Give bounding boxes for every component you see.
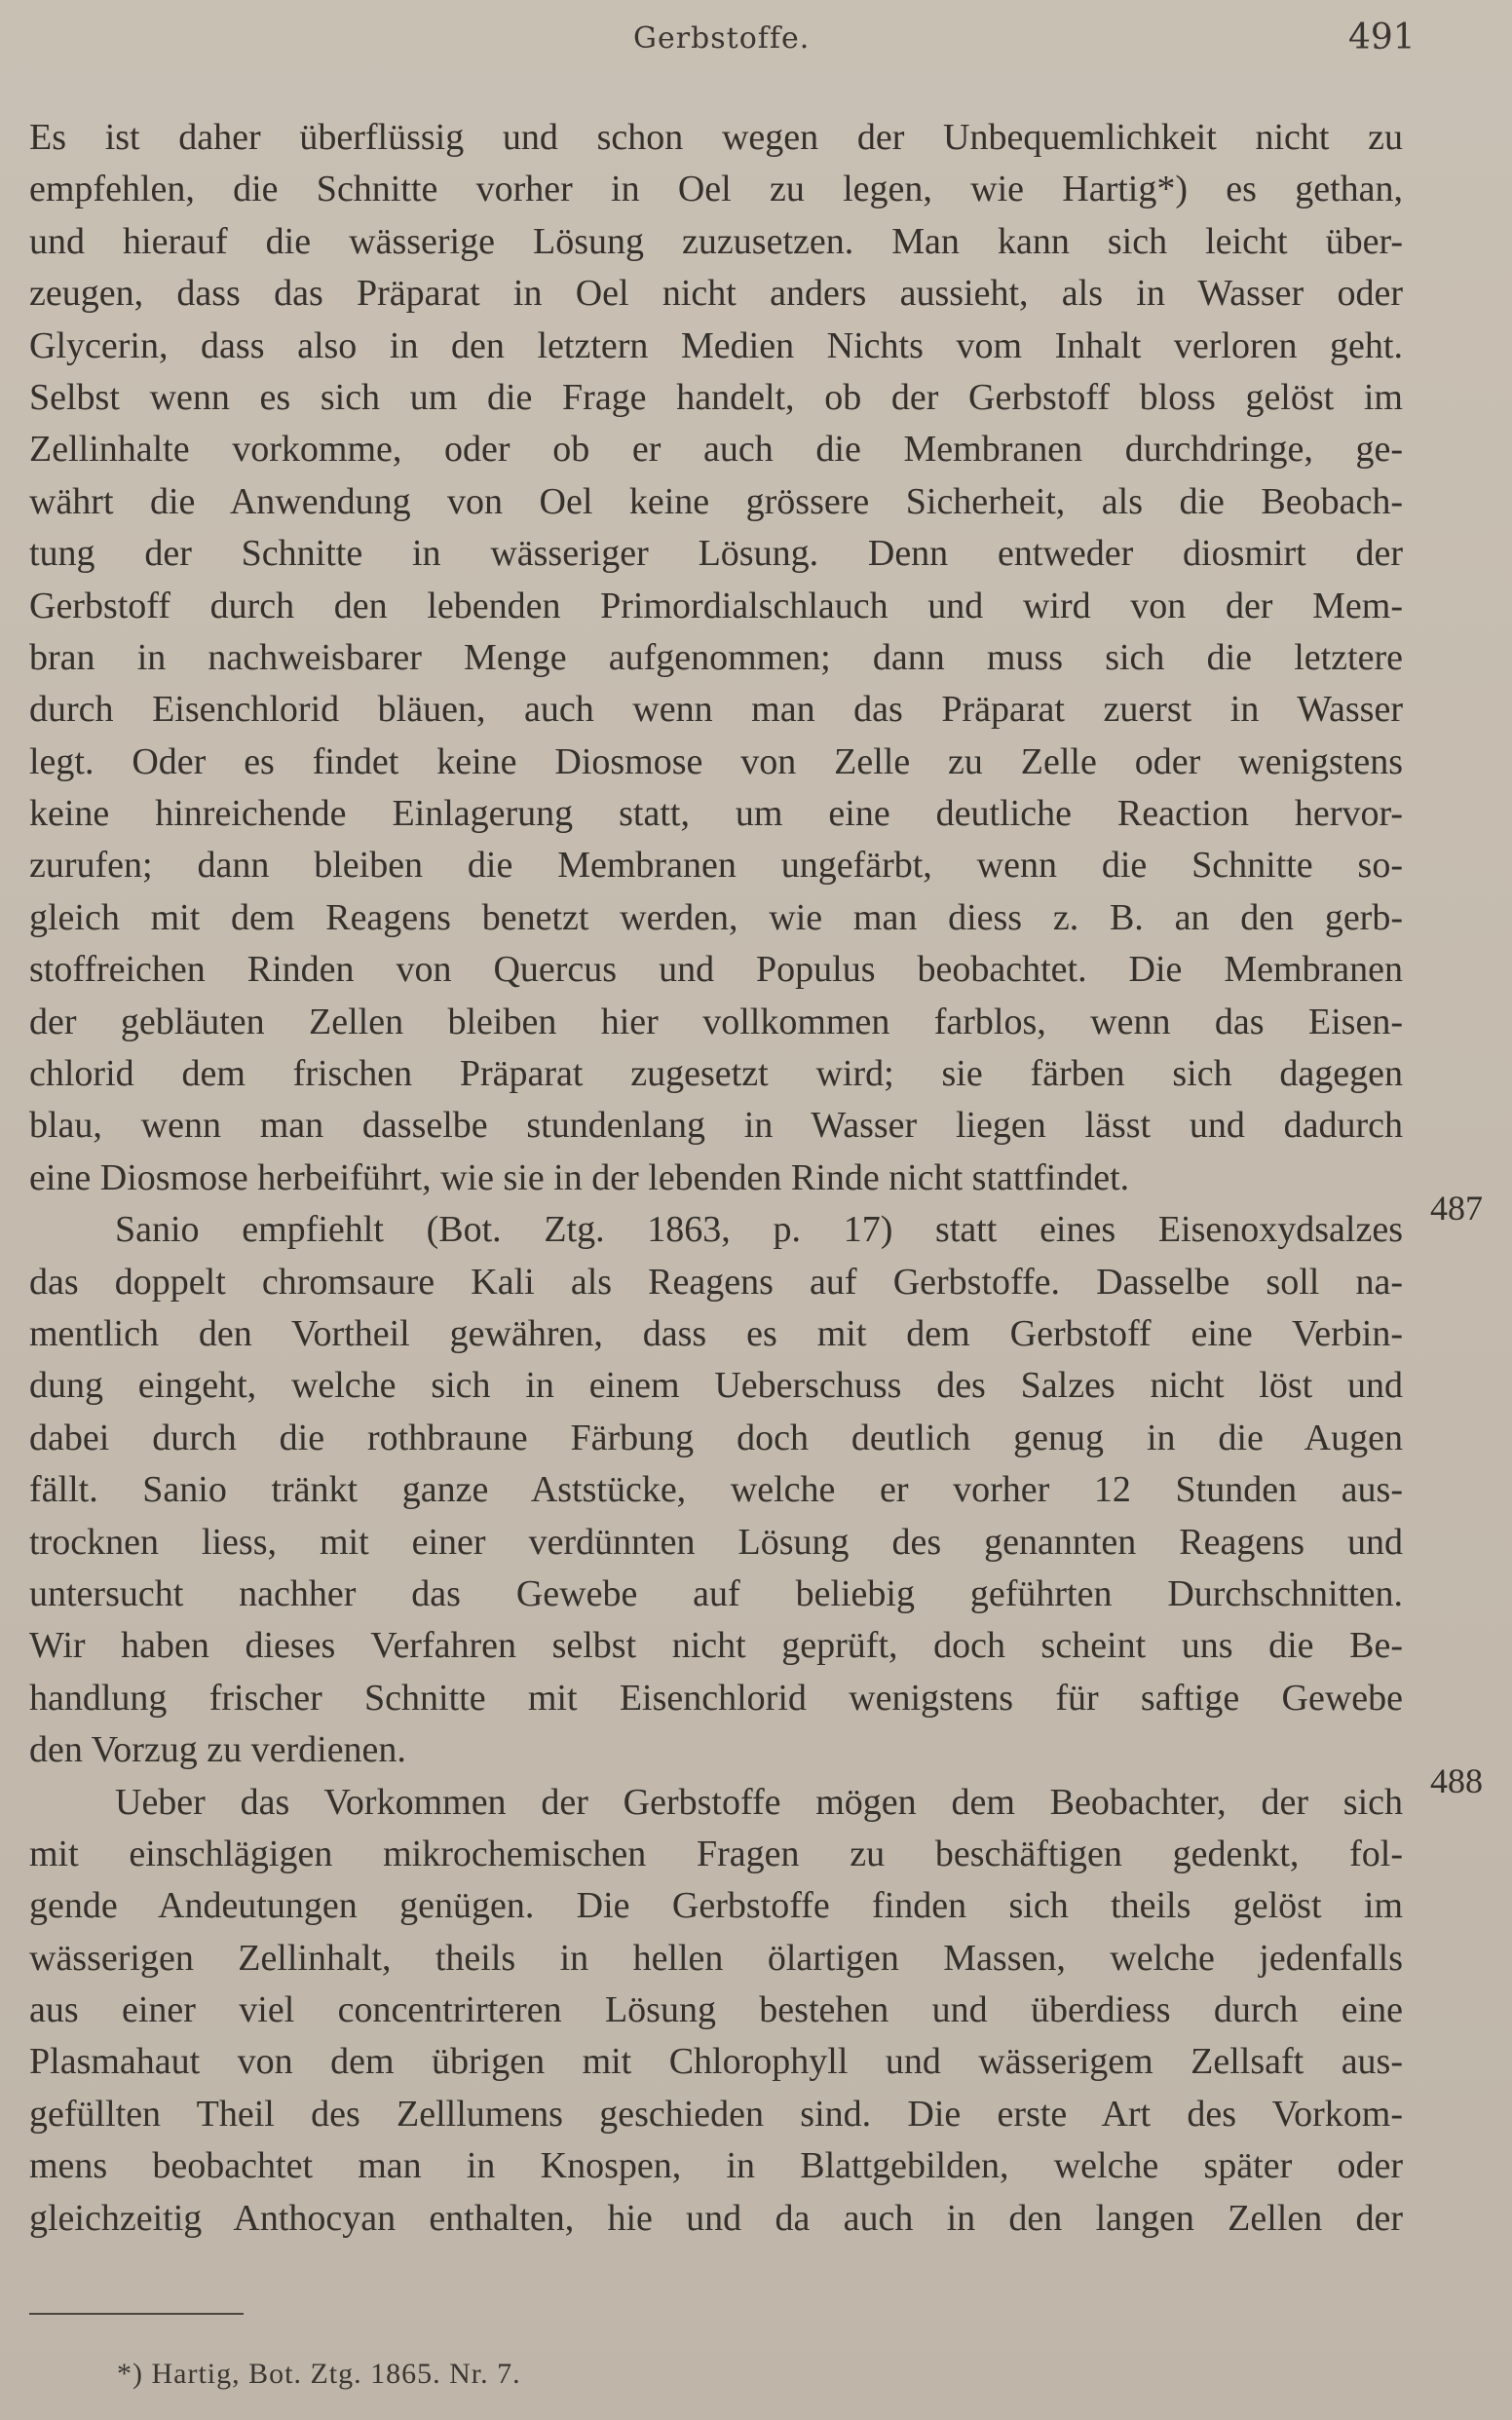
text-line: trocknen liess, mit einer verdünnten Lösung des genannten Reagens und xyxy=(29,1521,1403,1563)
text-line: zurufen; dann bleiben die Membranen ungefärbt, wenn die Schnitte so- xyxy=(29,845,1403,887)
text-line: gleich mit dem Reagens benetzt werden, wie man diess z. B. an den gerb- xyxy=(29,896,1403,938)
page-number: 491 xyxy=(1348,18,1416,57)
text-line: mens beobachtet man in Knospen, in Blattgebilden, welche später oder xyxy=(29,2145,1403,2187)
text-line: und hierauf die wässerige Lösung zuzusetzen. Man kann sich leicht über- xyxy=(29,220,1403,262)
text-line: der gebläuten Zellen bleiben hier vollkommen farblos, wenn das Eisen- xyxy=(29,1001,1403,1042)
text-line: fällt. Sanio tränkt ganze Aststücke, welche er vorher 12 Stunden aus- xyxy=(29,1469,1403,1511)
text-line: währt die Anwendung von Oel keine grössere Sicherheit, als die Beobach- xyxy=(29,480,1403,522)
text-line: legt. Oder es findet keine Diosmose von Zelle zu Zelle oder wenigstens xyxy=(29,740,1403,782)
text-line: handlung frischer Schnitte mit Eisenchlorid wenigstens für saftige Gewebe xyxy=(29,1677,1403,1719)
running-head: Gerbstoffe. xyxy=(633,21,811,56)
text-line: Selbst wenn es sich um die Frage handelt, ob der Gerbstoff bloss gelöst im xyxy=(29,376,1403,418)
text-line: eine Diosmose herbeiführt, wie sie in der lebenden Rinde nicht stattfindet. xyxy=(29,1156,1130,1198)
text-line: untersucht nachher das Gewebe auf beliebig geführten Durchschnitten. xyxy=(29,1572,1403,1614)
text-line: Es ist daher überflüssig und schon wegen der Unbequemlichkeit nicht zu xyxy=(29,117,1403,158)
text-line: Zellinhalte vorkomme, oder ob er auch die Membranen durchdringe, ge- xyxy=(29,429,1403,471)
text-line: mentlich den Vortheil gewähren, dass es mit dem Gerbstoff eine Verbin- xyxy=(29,1312,1403,1354)
paragraph-start-line: Ueber das Vorkommen der Gerbstoffe mögen dem Beobachter, der sich xyxy=(115,1781,1403,1823)
footnote: *) Hartig, Bot. Ztg. 1865. Nr. 7. xyxy=(117,2358,521,2390)
text-line: wässerigen Zellinhalt, theils in hellen ölartigen Massen, welche jedenfalls xyxy=(29,1937,1403,1979)
text-line: gleichzeitig Anthocyan enthalten, hie und da auch in den langen Zellen der xyxy=(29,2197,1403,2239)
text-line: mit einschlägigen mikrochemischen Fragen zu beschäftigen gedenkt, fol- xyxy=(29,1833,1403,1874)
text-line: bran in nachweisbarer Menge aufgenommen; dann muss sich die letztere xyxy=(29,636,1403,678)
paragraph-start-line: Sanio empfiehlt (Bot. Ztg. 1863, p. 17) statt eines Eisenoxydsalzes xyxy=(115,1209,1403,1251)
body-text xyxy=(29,112,1403,2245)
text-line: chlorid dem frischen Präparat zugesetzt wird; sie färben sich dagegen xyxy=(29,1053,1403,1095)
text-line: stoffreichen Rinden von Quercus und Populus beobachtet. Die Membranen xyxy=(29,949,1403,991)
text-line: Plasmahaut von dem übrigen mit Chlorophyll und wässerigem Zellsaft aus- xyxy=(29,2041,1403,2083)
text-line: Glycerin, dass also in den letztern Medien Nichts vom Inhalt verloren geht. xyxy=(29,324,1403,366)
footnote-divider xyxy=(29,2313,244,2315)
text-line: den Vorzug zu verdienen. xyxy=(29,1729,406,1771)
text-line: Wir haben dieses Verfahren selbst nicht geprüft, doch scheint uns die Be- xyxy=(29,1625,1403,1667)
text-line: zeugen, dass das Präparat in Oel nicht anders aussieht, als in Wasser oder xyxy=(29,273,1403,315)
text-line: das doppelt chromsaure Kali als Reagens auf Gerbstoffe. Dasselbe soll na- xyxy=(29,1261,1403,1303)
text-line: dung eingeht, welche sich in einem Ueberschuss des Salzes nicht löst und xyxy=(29,1365,1403,1407)
text-line: aus einer viel concentrirteren Lösung bestehen und überdiess durch eine xyxy=(29,1989,1403,2031)
text-line: dabei durch die rothbraune Färbung doch deutlich genug in die Augen xyxy=(29,1417,1403,1458)
text-line: gefüllten Theil des Zelllumens geschieden sind. Die erste Art des Vorkom- xyxy=(29,2093,1403,2135)
margin-paragraph-number: 488 xyxy=(1430,1761,1483,1800)
text-line: blau, wenn man dasselbe stundenlang in Wasser liegen lässt und dadurch xyxy=(29,1105,1403,1147)
text-line: durch Eisenchlorid bläuen, auch wenn man das Präparat zuerst in Wasser xyxy=(29,689,1403,731)
text-line: gende Andeutungen genügen. Die Gerbstoffe finden sich theils gelöst im xyxy=(29,1885,1403,1927)
text-line: tung der Schnitte in wässeriger Lösung. Denn entweder diosmirt der xyxy=(29,533,1403,575)
text-line: empfehlen, die Schnitte vorher in Oel zu legen, wie Hartig*) es gethan, xyxy=(29,169,1403,210)
text-line: keine hinreichende Einlagerung statt, um eine deutliche Reaction hervor- xyxy=(29,793,1403,835)
text-line: Gerbstoff durch den lebenden Primordialschlauch und wird von der Mem- xyxy=(29,585,1403,626)
margin-paragraph-number: 487 xyxy=(1430,1189,1483,1228)
